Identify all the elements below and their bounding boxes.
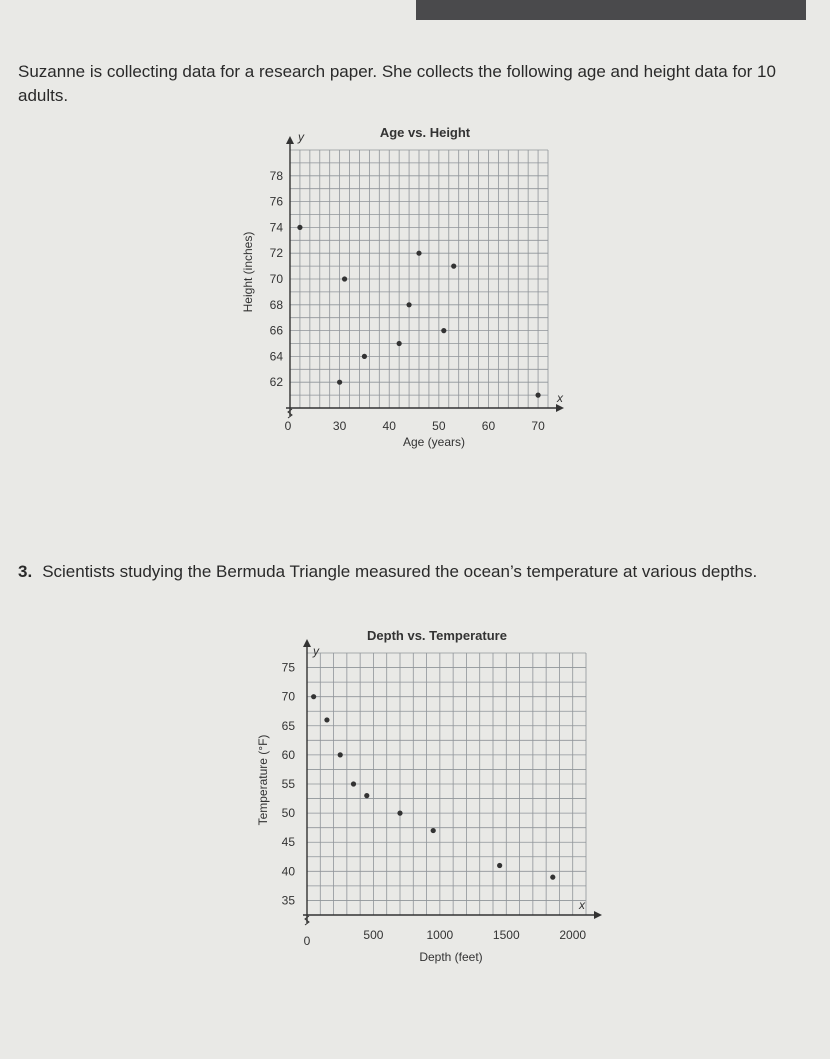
x-tick-label: 30 bbox=[332, 419, 347, 433]
y-tick-label: 60 bbox=[281, 747, 295, 762]
x-tick-label: 2000 bbox=[559, 928, 587, 942]
data-point bbox=[497, 863, 502, 868]
x-tick-label: 70 bbox=[531, 419, 545, 433]
y-tick-label: 55 bbox=[281, 777, 295, 791]
y-tick-label: 70 bbox=[281, 689, 295, 704]
y-tick-label: 76 bbox=[269, 194, 283, 209]
y-tick-label: 50 bbox=[281, 806, 295, 821]
problem-intro-text: Suzanne is collecting data for a research paper. She collects the following age and height data for 10 adults. bbox=[18, 62, 776, 105]
axis-break-mark bbox=[305, 916, 309, 925]
origin-label: 0 bbox=[284, 419, 292, 433]
y-axis-label: Temperature (°F) bbox=[256, 734, 270, 826]
tick-labels bbox=[282, 661, 587, 942]
x-axis-letter: x bbox=[557, 391, 563, 405]
origin-label: 0 bbox=[303, 934, 311, 948]
y-tick-label: 65 bbox=[281, 718, 295, 733]
y-tick-label: 72 bbox=[269, 246, 283, 261]
x-axis-label: Depth (feet) bbox=[419, 950, 483, 964]
x-tick-label: 50 bbox=[432, 419, 446, 433]
y-tick-label: 78 bbox=[269, 168, 283, 183]
x-tick-label: 60 bbox=[481, 419, 496, 433]
data-point bbox=[311, 694, 316, 699]
data-point bbox=[397, 811, 402, 816]
y-axis-letter: y bbox=[298, 130, 304, 144]
y-tick-label: 74 bbox=[269, 220, 283, 235]
data-point bbox=[550, 875, 555, 880]
y-tick-label: 75 bbox=[281, 660, 295, 675]
data-point bbox=[431, 828, 436, 833]
y-tick-label: 35 bbox=[281, 893, 295, 908]
x-tick-label: 1500 bbox=[492, 928, 520, 942]
x-tick-label: 500 bbox=[363, 928, 384, 942]
x-axis-letter: x bbox=[579, 898, 585, 912]
data-point bbox=[338, 752, 343, 757]
question-text: Scientists studying the Bermuda Triangle measured the ocean’s temperature at various depths. bbox=[42, 562, 758, 581]
y-tick-label: 64 bbox=[269, 349, 283, 364]
y-axis-letter: y bbox=[313, 644, 319, 658]
data-point bbox=[364, 793, 369, 798]
data-point bbox=[351, 781, 356, 786]
x-axis-arrowhead bbox=[594, 911, 602, 919]
chart-title: Age vs. Height bbox=[379, 125, 471, 140]
x-axis-label: Age (years) bbox=[402, 435, 466, 449]
y-tick-label: 45 bbox=[281, 835, 295, 850]
y-tick-label: 66 bbox=[269, 323, 283, 338]
grid bbox=[307, 653, 586, 915]
x-tick-label: 1000 bbox=[426, 928, 454, 942]
x-tick-label: 40 bbox=[382, 419, 396, 433]
question-number: 3. bbox=[18, 562, 33, 581]
y-axis-label: Height (inches) bbox=[241, 231, 255, 313]
data-point bbox=[324, 717, 329, 722]
y-tick-label: 68 bbox=[269, 297, 283, 312]
y-axis-arrowhead bbox=[303, 639, 311, 647]
data-points bbox=[311, 694, 555, 880]
chart-title: Depth vs. Temperature bbox=[367, 628, 507, 643]
y-tick-label: 62 bbox=[269, 375, 283, 390]
y-tick-label: 70 bbox=[269, 272, 283, 286]
y-tick-label: 40 bbox=[281, 864, 295, 879]
